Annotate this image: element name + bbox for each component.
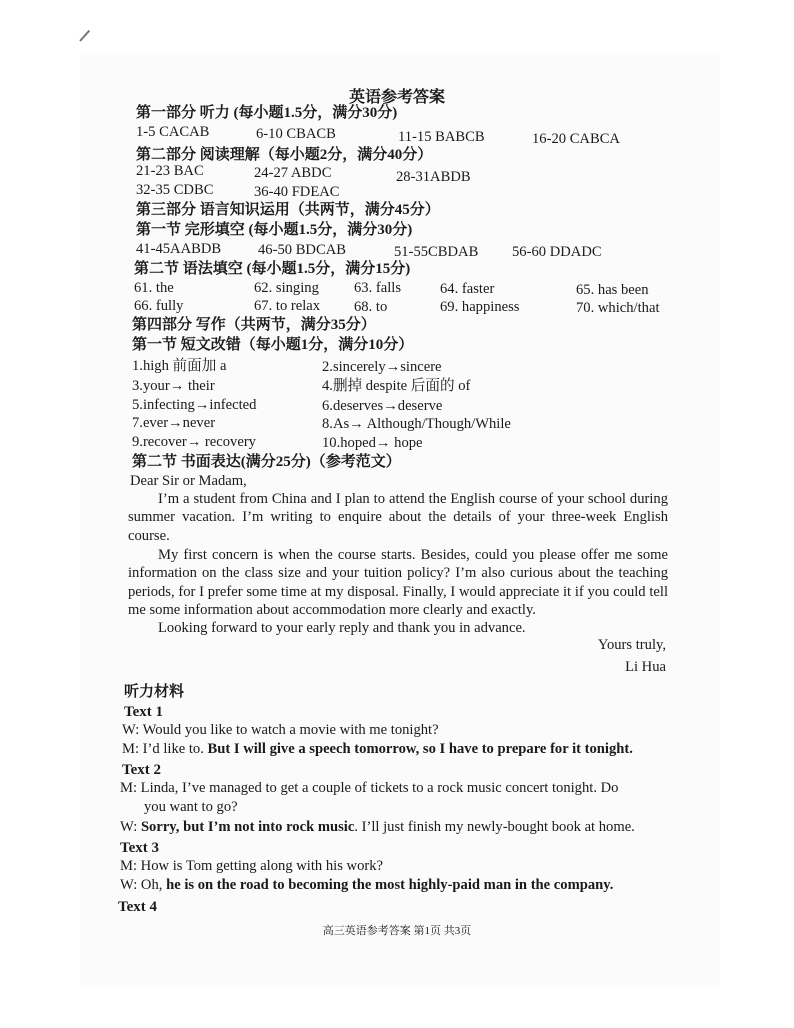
essay-paragraph: My first concern is when the course starts. Besides, could you please offer me some information on the class size and your tuition policy? I’m also curious about the teaching periods, for I prefer some time at my disposal. Finally, I would appreciate it if you could tell me some information about accommodation more clearly and exactly. [128,547,668,619]
text3-man: M: How is Tom getting along with his work? [120,858,384,874]
correction-item: 8.As→ Although/Though/While [322,416,511,432]
answer-item: 63. falls [354,280,402,296]
answer-group: 56-60 DDADC [512,244,602,260]
answer-item: 62. singing [254,280,319,296]
cloze-header: 第一节 完形填空 (每小题1.5分，满分30分) [136,222,413,238]
text1-label: Text 1 [124,704,164,720]
answer-item: 69. happiness [440,299,520,315]
essay-paragraph: I’m a student from China and I plan to attend the English course of your school during summer vacation. I’m writing to enquire about the details of your three-week English course. [128,491,668,544]
answer-group: 11-15 BABCB [398,129,485,145]
answer-item: 68. to [354,299,388,315]
correction-item: 3.your→ their [132,378,215,394]
essay-closing: Yours truly, [597,637,666,653]
correction-header: 第一节 短文改错（每小题1分，满分10分） [132,337,414,353]
answer-item: 65. has been [576,282,649,298]
language-header: 第三部分 语言知识运用（共两节，满分45分） [136,202,440,218]
correction-item: 2.sincerely→sincere [322,359,442,375]
essay-signature: Li Hua [625,659,666,675]
answer-group: 32-35 CDBC [136,182,214,198]
correction-item: 7.ever→never [132,415,216,431]
answer-item: 66. fully [134,298,184,314]
answer-group: 1-5 CACAB [136,124,210,140]
text2-man-line2: you want to go? [144,799,238,815]
answer-group: 21-23 BAC [136,163,204,179]
answer-item: 64. faster [440,281,495,297]
text2-woman-prefix: W: [120,819,141,835]
answer-group: 41-45AABDB [136,241,222,257]
essay-header: 第二节 书面表达(满分25分)（参考范文） [132,454,401,470]
answer-item: 61. the [134,280,174,296]
text1-woman: W: Would you like to watch a movie with me tonight? [122,722,439,738]
text1-man-key: But I will give a speech tomorrow, so I have to prepare for it tonight. [207,741,633,757]
text2-woman-key: Sorry, but I’m not into rock music [140,819,355,835]
answer-group: 6-10 CBACB [256,126,336,142]
writing-header: 第四部分 写作（共两节，满分35分） [132,317,376,333]
transcript-header: 听力材料 [124,684,185,700]
text2-label: Text 2 [122,762,162,778]
answer-group: 16-20 CABCA [532,131,620,147]
answer-group: 51-55CBDAB [394,244,479,260]
text1-man-plain: M: I’d like to. [122,741,208,757]
listening-header: 第一部分 听力 (每小题1.5分，满分30分) [136,105,398,121]
reading-header: 第二部分 阅读理解（每小题2分，满分40分） [136,147,433,163]
text3-woman-key: he is on the road to becoming the most highly-paid man in the company. [166,877,614,893]
text3-woman [120,876,613,894]
grammar-header: 第二节 语法填空 (每小题1.5分，满分15分) [134,261,411,277]
text2-woman-rest: . I’ll just finish my newly-bought book at home. [354,819,635,835]
answer-item: 70. which/that [576,300,660,316]
text3-woman-prefix: W: Oh, [120,877,167,893]
correction-item: 4.删掉 despite 后面的 of [322,378,471,394]
answer-group: 36-40 FDEAC [254,184,340,200]
page-title: 英语参考答案 [348,89,445,106]
text2-woman [120,818,635,836]
text3-label: Text 3 [120,840,160,856]
correction-item: 10.hoped→ hope [322,435,423,451]
text1-man [122,740,633,758]
correction-item: 1.high 前面加 a [132,358,227,374]
correction-item: 5.infecting→infected [132,397,257,413]
page-footer: 高三英语参考答案 第1页 共3页 [322,925,472,937]
text4-label: Text 4 [118,899,158,915]
correction-item: 9.recover→ recovery [132,434,256,450]
correction-item: 6.deserves→deserve [322,398,443,414]
text2-man-line1: M: Linda, I’ve managed to get a couple of tickets to a rock music concert tonight. Do [120,780,619,796]
essay-paragraph: Looking forward to your early reply and thank you in advance. [158,620,526,636]
answer-item: 67. to relax [254,298,321,314]
answer-group: 46-50 BDCAB [258,242,346,258]
essay-salutation: Dear Sir or Madam, [130,473,247,489]
answer-group: 28-31ABDB [396,169,471,185]
answer-group: 24-27 ABDC [254,165,332,181]
